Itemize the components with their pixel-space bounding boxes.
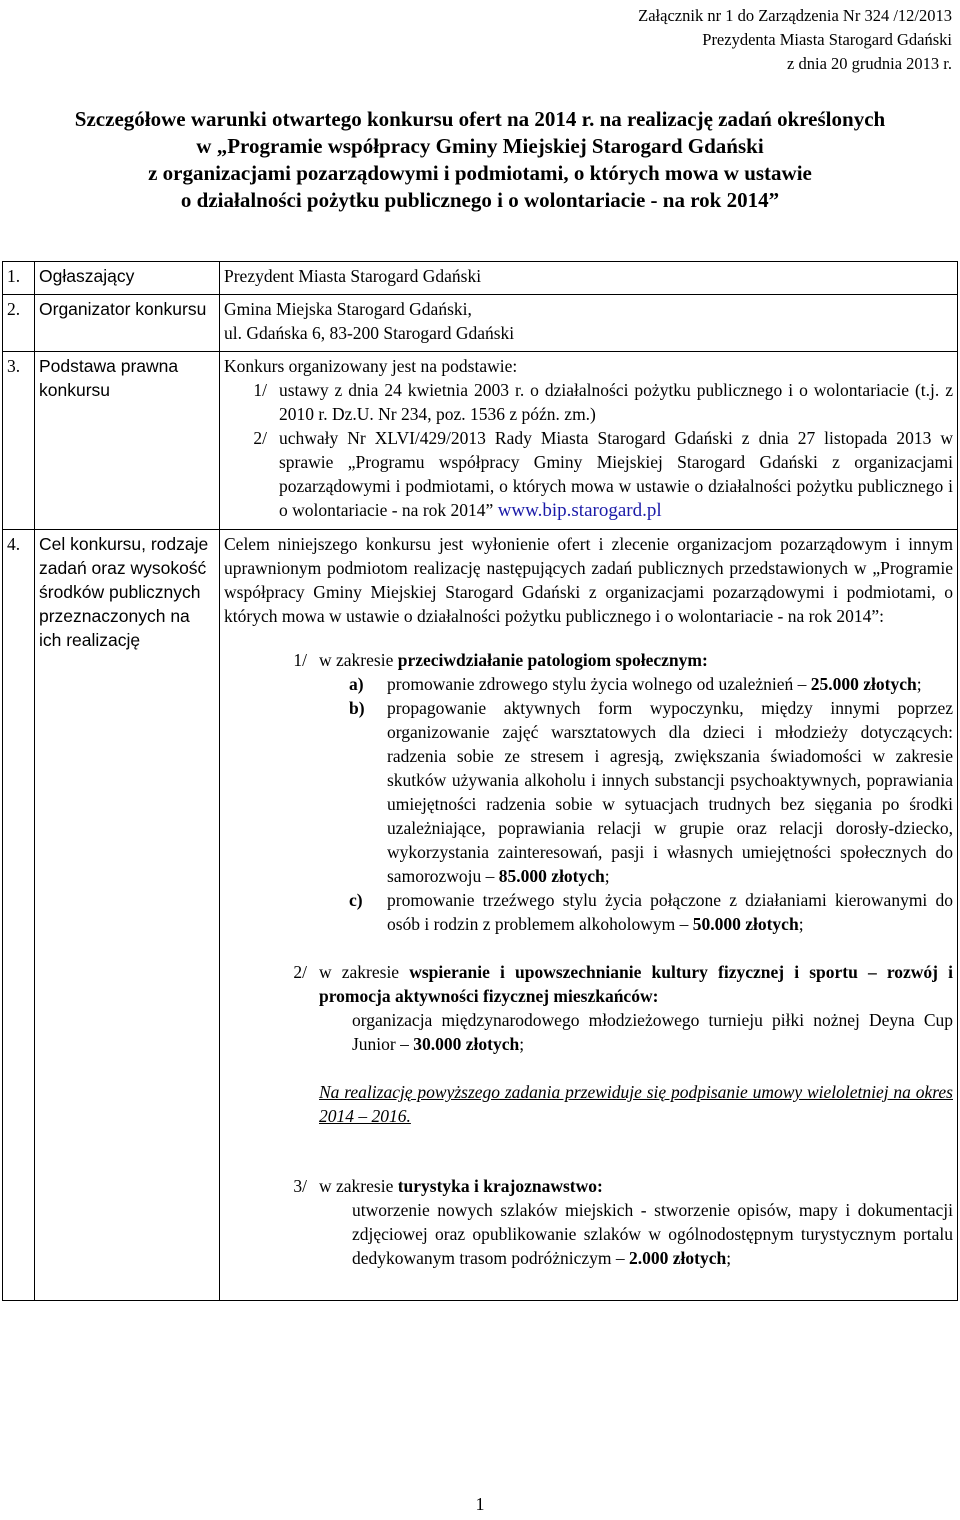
item-text: ustawy z dnia 24 kwietnia 2003 r. o działalności pożytku publicznego i o wolontariacie (t.j. z 2010 r. Dz.U. Nr 234, poz. 1536 z późn. zm.) xyxy=(279,380,953,424)
task-amount: 30.000 złotych xyxy=(413,1034,520,1054)
task-amount: 25.000 złotych xyxy=(810,674,917,694)
task-group xyxy=(224,960,953,1008)
row-number: 3. xyxy=(3,352,35,530)
heading-prefix: w zakresie xyxy=(319,962,410,982)
row-value xyxy=(220,352,958,530)
row-label: Organizator konkursu xyxy=(35,295,220,352)
table-row xyxy=(3,262,958,295)
row-value xyxy=(220,530,958,1301)
heading-bold: wspieranie i upowszechnianie kultury fizycznej i sportu – rozwój i promocja aktywności fizycznej mieszkańców: xyxy=(319,962,953,1006)
task-group-marker: 1/ xyxy=(293,650,307,670)
task-text: utworzenie nowych szlaków miejskich - stworzenie opisów, mapy i dokumentacji zdjęciowej oraz opublikowanie szlaków w ogólnodostępnym turystycznym portalu dedykowanym trasom podróżniczym – 2.000 złotych; xyxy=(352,1200,953,1268)
heading-prefix: w zakresie xyxy=(319,650,398,670)
table-row xyxy=(3,530,958,1301)
heading-bold: turystyka i krajoznawstwo: xyxy=(397,1176,603,1196)
task-group xyxy=(224,648,953,672)
row-label: Podstawa prawna konkursu xyxy=(35,352,220,530)
title-line-3: z organizacjami pozarządowymi i podmiotami, o których mowa w ustawie xyxy=(148,161,812,185)
task-text: propagowanie aktywnych form wypoczynku, między innymi poprzez organizowanie zajęć warsztatowych dla dzieci i młodzieży dotyczących: radzenia sobie ze stresem i agresją, zwiększania świadomości w zakresie skutków używania alkoholu i innych substancji psychoaktywnych, poprawiania umiejętności radzenia sobie w sytuacjach trudnych bez sięgania po środki uzależniające, poprawiania relacji w grupie oraz relacji dorosły-dziecko, wykorzystania zainteresowań, pasji i własnych umiejętności społecznych do samorozwoju – 85.000 złotych; xyxy=(387,698,953,886)
row-number: 1. xyxy=(3,262,35,295)
task-item xyxy=(349,672,953,696)
page-number: 1 xyxy=(475,1494,485,1514)
task-amount: 85.000 złotych xyxy=(498,866,605,886)
legal-basis-item xyxy=(224,426,953,523)
task-group-heading xyxy=(319,648,953,672)
task-group-marker: 2/ xyxy=(293,962,307,982)
title-line-1: Szczegółowe warunki otwartego konkursu ofert na 2014 r. na realizację zadań określonych xyxy=(74,107,886,131)
task-description: promowanie zdrowego stylu życia wolnego od uzależnień – xyxy=(387,674,807,694)
row-value: Prezydent Miasta Starogard Gdański xyxy=(220,262,958,295)
header xyxy=(638,4,952,76)
organizer-name: Gmina Miejska Starogard Gdański, xyxy=(224,299,472,319)
task-marker: c) xyxy=(349,890,363,910)
row-label: Ogłaszający xyxy=(35,262,220,295)
document-title xyxy=(0,106,960,214)
task-description: propagowanie aktywnych form wypoczynku, między innymi poprzez organizowanie zajęć warsztatowych dla dzieci i młodzieży dotyczących: radzenia sobie ze stresem i agresją, zwiększania świadomości w zakresie skutków używania alkoholu i innych substancji psychoaktywnych, poprawiania umiejętności radzenia sobie w sytuacjach trudnych bez sięgania po środki uzależniające, poprawiania relacji w grupie oraz relacji dorosły-dziecko, wykorzystania zainteresowań, pasji i własnych umiejętności społecznych do samorozwoju – xyxy=(387,698,953,886)
task-amount: 50.000 złotych xyxy=(692,914,799,934)
task-item xyxy=(349,888,953,936)
item-text xyxy=(279,426,953,523)
task-amount: 2.000 złotych xyxy=(629,1248,727,1268)
legal-basis-intro: Konkurs organizowany jest na podstawie: xyxy=(224,356,518,376)
row-value xyxy=(220,295,958,352)
task-marker: b) xyxy=(349,698,365,718)
header-line-2: Prezydenta Miasta Starogard Gdański xyxy=(702,30,952,49)
task-text: promowanie trzeźwego stylu życia połączone z działaniami kierowanymi do osób i rodzin z problemem alkoholowym – 50.000 złotych; xyxy=(387,890,953,934)
row-number: 2. xyxy=(3,295,35,352)
task-marker: a) xyxy=(349,674,364,694)
row-number: 4. xyxy=(3,530,35,1301)
organizer-address: ul. Gdańska 6, 83-200 Starogard Gdański xyxy=(224,323,515,343)
task-text: organizacja międzynarodowego młodzieżowego turnieju piłki nożnej Deyna Cup Junior – 30.000 złotych; xyxy=(352,1010,953,1054)
task-group-heading xyxy=(319,960,953,1008)
task-item xyxy=(349,696,953,888)
title-line-4: o działalności pożytku publicznego i o wolontariacie - na rok 2014” xyxy=(180,188,780,212)
item-marker: 1/ xyxy=(253,380,267,400)
title-line-2: w „Programie współpracy Gminy Miejskiej Starogard Gdański xyxy=(196,134,764,158)
task-description: promowanie trzeźwego stylu życia połączone z działaniami kierowanymi do osób i rodzin z problemem alkoholowym – xyxy=(387,890,953,934)
table-row xyxy=(3,295,958,352)
header-line-1: Załącznik nr 1 do Zarządzenia Nr 324 /12/2013 xyxy=(638,6,952,25)
task-description: organizacja międzynarodowego młodzieżowego turnieju piłki nożnej Deyna Cup Junior – xyxy=(352,1010,953,1054)
row-label: Cel konkursu, rodzaje zadań oraz wysokość środków publicznych przeznaczonych na ich realizację xyxy=(35,530,220,1301)
task-group xyxy=(224,1174,953,1198)
heading-bold: przeciwdziałanie patologiom społecznym: xyxy=(397,650,708,670)
bip-link[interactable]: www.bip.starogard.pl xyxy=(497,500,662,521)
header-line-3: z dnia 20 grudnia 2013 r. xyxy=(787,54,952,73)
goal-intro: Celem niniejszego konkursu jest wyłonienie ofert i zlecenie organizacjom pozarządowym i innym uprawnionym podmiotom realizację następujących zadań publicznych przedstawionych w „Programie współpracy Gminy Miejskiej Starogard Gdański z organizacjami pozarządowymi i podmiotami, o których mowa w ustawie o działalności pożytku publicznego i o wolontariacie - na rok 2014”: xyxy=(224,534,953,626)
task-text: promowanie zdrowego stylu życia wolnego od uzależnień – 25.000 złotych; xyxy=(387,674,922,694)
task-group-heading xyxy=(319,1174,953,1198)
task-group-marker: 3/ xyxy=(293,1176,307,1196)
multi-year-note: Na realizację powyższego zadania przewiduje się podpisanie umowy wieloletniej na okres 2014 – 2016. xyxy=(319,1082,953,1126)
table-row xyxy=(3,352,958,530)
heading-prefix: w zakresie xyxy=(319,1176,398,1196)
conditions-table xyxy=(2,261,958,1301)
item-marker: 2/ xyxy=(253,428,267,448)
task-description: utworzenie nowych szlaków miejskich - stworzenie opisów, mapy i dokumentacji zdjęciowej oraz opublikowanie szlaków w ogólnodostępnym turystycznym portalu dedykowanym trasom podróżniczym – xyxy=(352,1200,953,1268)
legal-basis-item xyxy=(224,378,953,426)
item-text-body: uchwały Nr XLVI/429/2013 Rady Miasta Starogard Gdański z dnia 27 listopada 2013 w sprawie „Programu współpracy Gminy Miejskiej Starogard Gdański z organizacjami pozarządowymi i podmiotami, o których mowa w ustawie o działalności pożytku publicznego i o wolontariacie - na rok 2014” xyxy=(279,428,953,520)
